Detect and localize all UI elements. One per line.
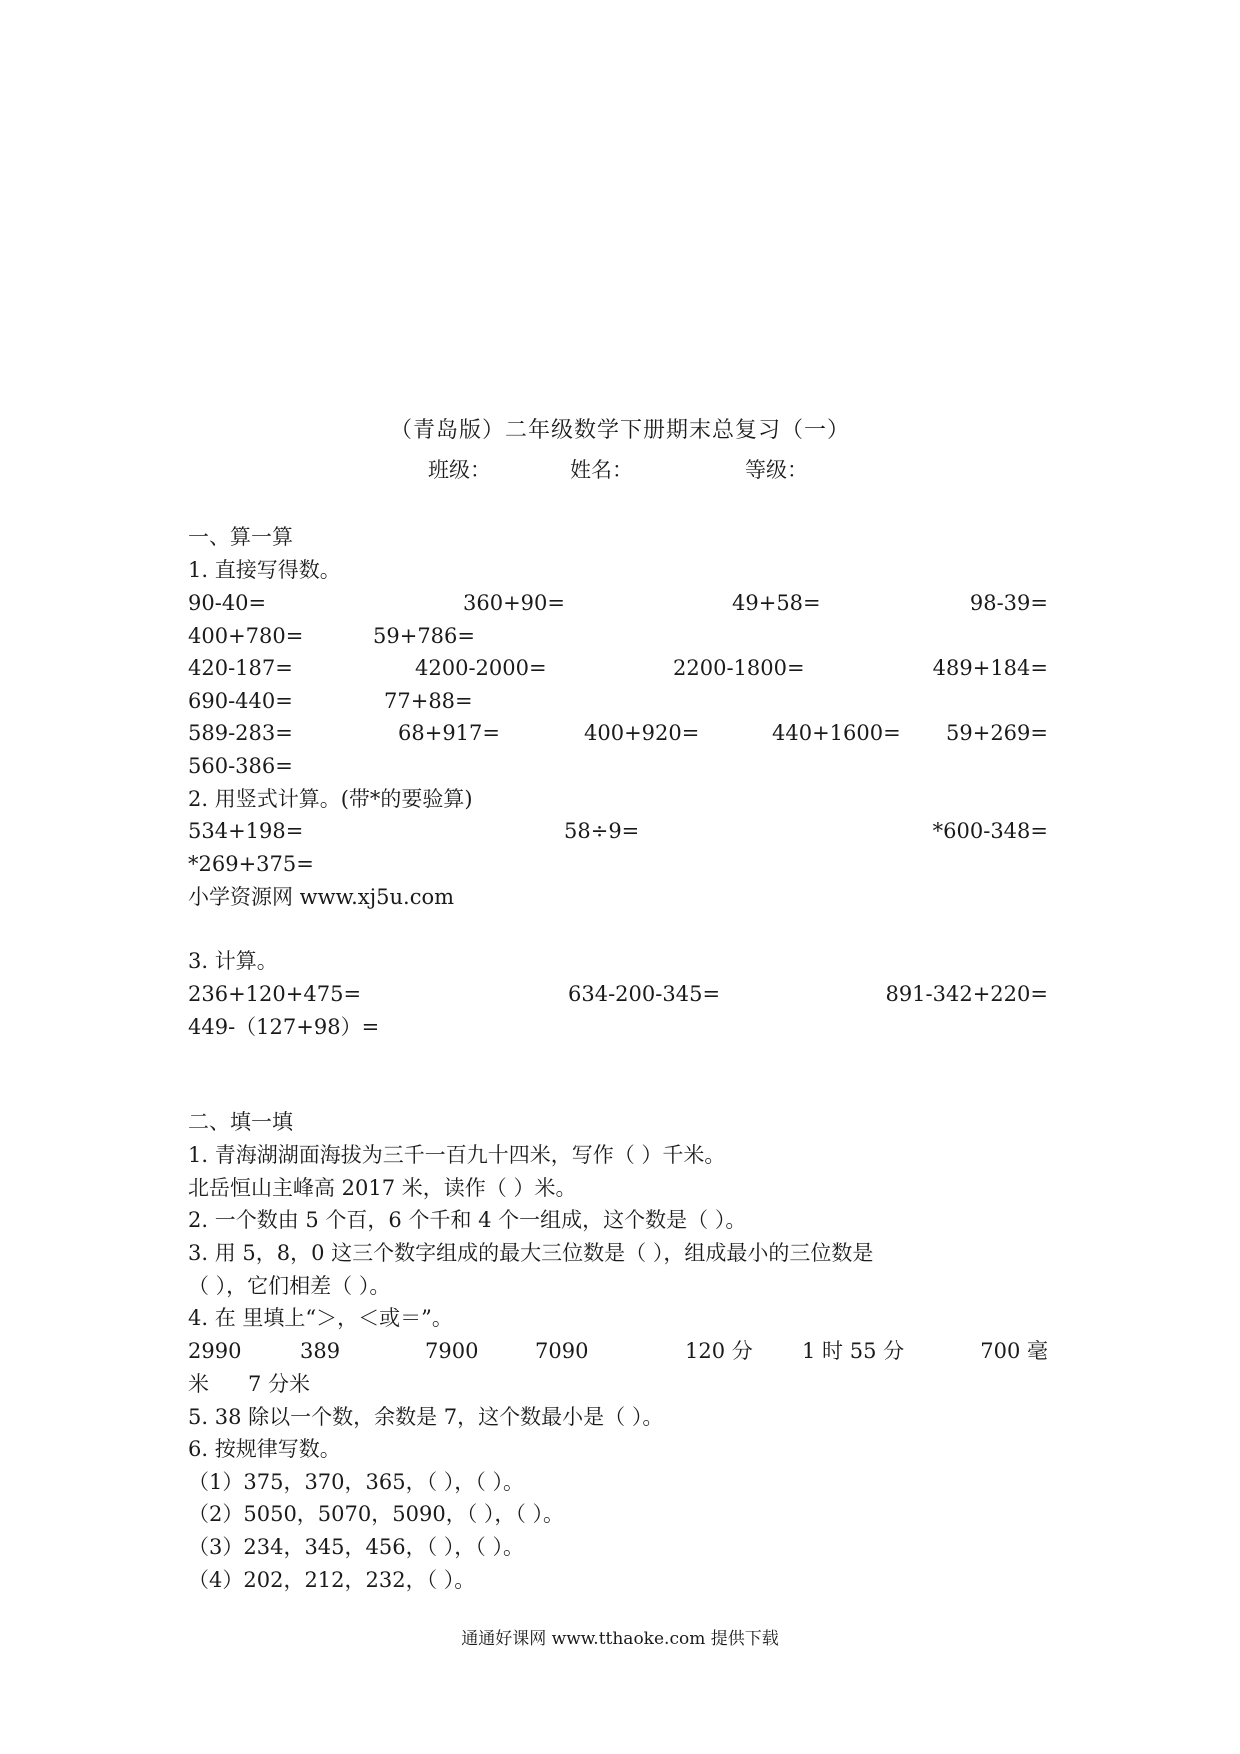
q2-label: 2. 用竖式计算。(带*的要验算) — [188, 787, 473, 811]
sequence-line: （2）5050，5070，5090，（ ），（ ）。 — [188, 1502, 565, 1526]
section1-heading: 一、算一算 — [188, 525, 293, 549]
compare-item: 700 毫 — [980, 1339, 1048, 1363]
calc-row — [188, 686, 1048, 716]
calc-row — [188, 849, 1048, 879]
calc-item: 98-39= — [969, 591, 1048, 615]
calc-item: 360+90= — [463, 591, 565, 615]
page-footer: 通通好课网 www.tthaoke.com 提供下载 — [461, 1629, 779, 1649]
calc-row — [188, 653, 1048, 683]
compare-row — [188, 1336, 1048, 1366]
calc-row — [188, 718, 1048, 748]
compare-item: 7090 — [535, 1339, 589, 1363]
compare-row — [188, 1369, 1048, 1399]
calc-row — [188, 1012, 1048, 1042]
q3-label: 3. 计算。 — [188, 949, 278, 973]
fill-line: 北岳恒山主峰高 2017 米，读作（ ）米。 — [188, 1176, 577, 1200]
calc-item: 420-187= — [188, 656, 293, 680]
compare-item: 1 时 55 分 — [802, 1339, 905, 1363]
compare-item: 120 分 — [685, 1339, 753, 1363]
calc-row — [188, 621, 1048, 651]
calc-item: 59+269= — [946, 721, 1048, 745]
sequence-line: （4）202，212，232，（ ）。 — [188, 1568, 476, 1592]
class-label: 班级： — [428, 458, 491, 482]
compare-item: 米 — [188, 1372, 209, 1396]
calc-row — [188, 979, 1048, 1009]
compare-item: 2990 — [188, 1339, 242, 1363]
calc-item: 560-386= — [188, 754, 293, 778]
calc-item: 77+88= — [384, 689, 473, 713]
q1-label: 1. 直接写得数。 — [188, 558, 341, 582]
compare-item: 7900 — [425, 1339, 479, 1363]
calc-item: *269+375= — [188, 852, 314, 876]
sequence-line: （3）234，345，456，（ ），（ ）。 — [188, 1535, 524, 1559]
calc-item: 449-（127+98）= — [188, 1015, 380, 1039]
calc-item: 2200-1800= — [673, 656, 805, 680]
calc-item: 400+780= — [188, 624, 304, 648]
calc-item: 891-342+220= — [885, 982, 1048, 1006]
name-label: 姓名： — [570, 458, 633, 482]
calc-item: 400+920= — [584, 721, 700, 745]
calc-item: 59+786= — [373, 624, 475, 648]
calc-item: *600-348= — [932, 819, 1048, 843]
calc-row — [188, 751, 1048, 781]
fill-line: 5. 38 除以一个数，余数是 7，这个数最小是（ ）。 — [188, 1405, 664, 1429]
calc-item: 489+184= — [932, 656, 1048, 680]
fill-line: （ ），它们相差（ ）。 — [188, 1274, 391, 1298]
section2-heading: 二、填一填 — [188, 1110, 293, 1134]
calc-item: 534+198= — [188, 819, 304, 843]
calc-item: 236+120+475= — [188, 982, 362, 1006]
fill-line: 1. 青海湖湖面海拔为三千一百九十四米，写作（ ）千米。 — [188, 1143, 726, 1167]
fill-line: 2. 一个数由 5 个百，6 个千和 4 个一组成，这个数是（ ）。 — [188, 1208, 747, 1232]
watermark-text: 小学资源网 www.xj5u.com — [188, 885, 455, 909]
compare-item: 389 — [300, 1339, 341, 1363]
fill-line: 3. 用 5，8，0 这三个数字组成的最大三位数是（ ），组成最小的三位数是 — [188, 1241, 874, 1265]
calc-item: 68+917= — [398, 721, 500, 745]
calc-item: 49+58= — [732, 591, 821, 615]
page-title: （青岛版）二年级数学下册期末总复习（一） — [389, 418, 850, 443]
student-info-row — [0, 454, 1240, 484]
fill-line: 4. 在 里填上“＞，＜或＝”。 — [188, 1306, 453, 1330]
calc-row — [188, 588, 1048, 618]
calc-item: 4200-2000= — [415, 656, 547, 680]
sequence-line: （1）375，370，365，（ ），（ ）。 — [188, 1470, 524, 1494]
calc-item: 690-440= — [188, 689, 293, 713]
calc-item: 90-40= — [188, 591, 267, 615]
calc-row — [188, 816, 1048, 846]
calc-item: 634-200-345= — [568, 982, 721, 1006]
compare-item: 7 分米 — [248, 1372, 311, 1396]
calc-item: 58÷9= — [564, 819, 640, 843]
fill-line: 6. 按规律写数。 — [188, 1437, 341, 1461]
calc-item: 440+1600= — [772, 721, 901, 745]
calc-item: 589-283= — [188, 721, 293, 745]
grade-label: 等级： — [745, 458, 808, 482]
